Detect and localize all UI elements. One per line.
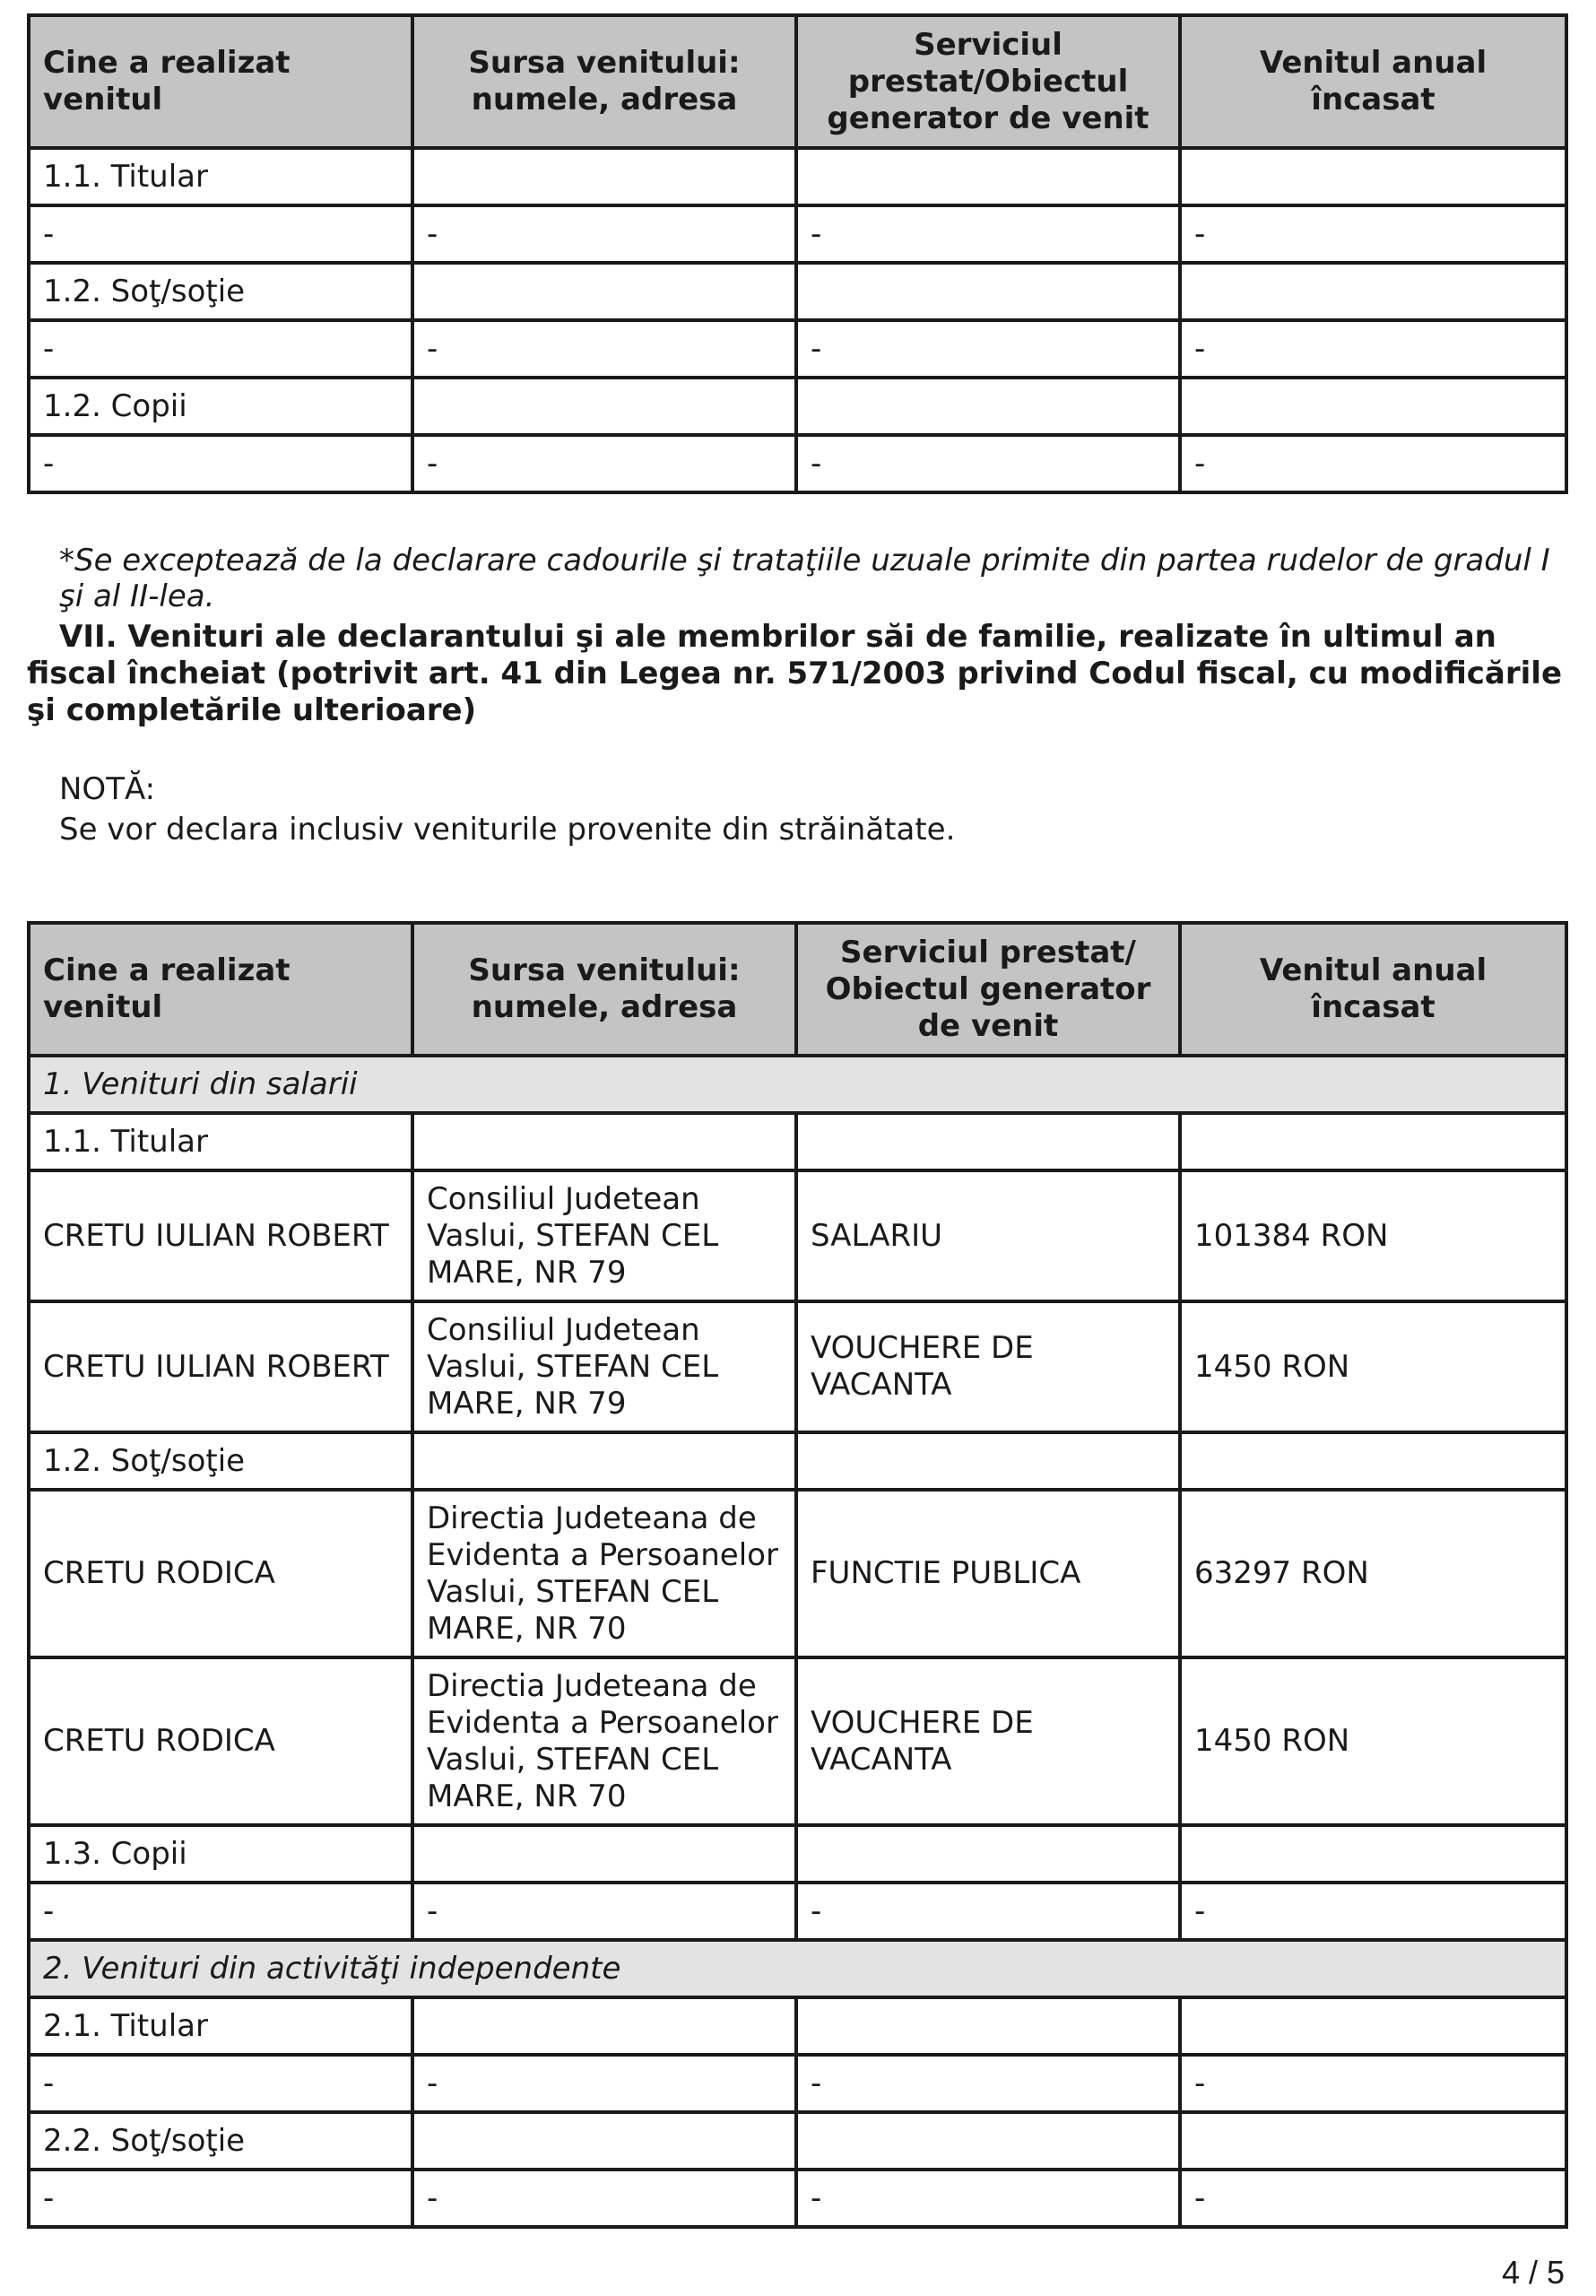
table-cell: - [796,320,1180,378]
table-cell [796,1432,1180,1490]
income-table-vii-body [29,923,1566,2227]
table-cell [412,1113,796,1170]
table-cell: - [1180,435,1566,492]
table-cell: - [1180,2170,1566,2227]
section-heading: 2. Venituri din activităţi independente [29,1940,1566,1997]
table-cell: - [796,2055,1180,2112]
category-row [29,1113,1566,1170]
table-cell: - [1180,205,1566,263]
table-cell: 2.2. Soţ/soţie [29,2112,412,2170]
section-row [29,1056,1566,1113]
table-cell: 1.1. Titular [29,1113,412,1170]
table-cell: 101384 RON [1180,1170,1566,1301]
column-header: Cine a realizat venitul [29,15,412,148]
table-cell: Directia Judeteana de Evidenta a Persoanelor Vaslui, STEFAN CEL MARE, NR 70 [412,1657,796,1825]
table-cell: - [796,1883,1180,1940]
section-vii-title: VII. Venituri ale declarantului şi ale membrilor săi de familie, realizate în ultimul an fiscal încheiat (potrivit art. 41 din Legea nr. 571/2003 privind Codul fiscal, cu modificările şi completările ulterioare) [27,619,1563,728]
table-cell: - [29,2055,412,2112]
category-row [29,148,1566,205]
table-row [29,1170,1566,1301]
table-cell [412,148,796,205]
table-header-row [29,923,1566,1056]
page-number: 4 / 5 [1501,2254,1565,2291]
section-heading: 1. Venituri din salarii [29,1056,1566,1113]
table-cell: - [29,2170,412,2227]
table-header-row [29,15,1566,148]
table-cell [1180,263,1566,320]
table-cell [1180,2112,1566,2170]
table-cell: - [1180,1883,1566,1940]
table-cell: - [29,320,412,378]
nota-label: NOTĂ: [59,771,156,807]
table-cell: - [796,2170,1180,2227]
column-header: Serviciul prestat/Obiectul generator de venit [796,15,1180,148]
category-row [29,2112,1566,2170]
table-cell: Directia Judeteana de Evidenta a Persoanelor Vaslui, STEFAN CEL MARE, NR 70 [412,1490,796,1657]
table-row [29,1883,1566,1940]
table-row [29,1490,1566,1657]
table-cell: CRETU IULIAN ROBERT [29,1301,412,1432]
table-cell: - [412,2170,796,2227]
table-cell: VOUCHERE DE VACANTA [796,1301,1180,1432]
section-row [29,1940,1566,1997]
table-cell [412,1825,796,1883]
category-row [29,263,1566,320]
table-cell [796,1113,1180,1170]
table-cell: - [412,1883,796,1940]
table-cell: 1450 RON [1180,1657,1566,1825]
table-cell: 1.2. Soţ/soţie [29,263,412,320]
table-cell [412,1432,796,1490]
column-header: Sursa venitului: numele, adresa [412,15,796,148]
table-cell [796,1825,1180,1883]
category-row [29,378,1566,435]
table-cell: CRETU RODICA [29,1490,412,1657]
table-cell: - [1180,320,1566,378]
table-cell: CRETU IULIAN ROBERT [29,1170,412,1301]
column-header: Serviciul prestat/ Obiectul generator de venit [796,923,1180,1056]
income-table-previous-body [29,15,1566,492]
table-row [29,1657,1566,1825]
table-cell: - [412,320,796,378]
table-cell: 1.1. Titular [29,148,412,205]
table-cell: 1450 RON [1180,1301,1566,1432]
table-cell [1180,1432,1566,1490]
table-cell: - [29,1883,412,1940]
table-cell [796,1997,1180,2055]
table-cell: - [29,205,412,263]
income-table-vii [27,921,1568,2229]
table-cell [796,148,1180,205]
table-cell [412,378,796,435]
table-cell [412,263,796,320]
table-cell: 1.2. Copii [29,378,412,435]
table-cell [1180,378,1566,435]
table-cell: Consiliul Judetean Vaslui, STEFAN CEL MARE, NR 79 [412,1170,796,1301]
table-cell: SALARIU [796,1170,1180,1301]
column-header: Cine a realizat venitul [29,923,412,1056]
table-cell [1180,1997,1566,2055]
table-cell: - [796,205,1180,263]
table-cell: - [29,435,412,492]
table-cell [796,378,1180,435]
table-cell: CRETU RODICA [29,1657,412,1825]
table-cell: VOUCHERE DE VACANTA [796,1657,1180,1825]
table-cell: - [412,2055,796,2112]
column-header: Sursa venitului: numele, adresa [412,923,796,1056]
table-cell: - [1180,2055,1566,2112]
table-cell: 1.3. Copii [29,1825,412,1883]
table-cell: - [412,435,796,492]
table-cell: Consiliul Judetean Vaslui, STEFAN CEL MARE, NR 79 [412,1301,796,1432]
table-row [29,2055,1566,2112]
table-cell [1180,1113,1566,1170]
table-row [29,435,1566,492]
table-row [29,205,1566,263]
category-row [29,1825,1566,1883]
table-cell: 63297 RON [1180,1490,1566,1657]
table-cell [412,2112,796,2170]
category-row [29,1997,1566,2055]
table-cell: - [412,205,796,263]
column-header: Venitul anual încasat [1180,15,1566,148]
table-cell: 1.2. Soţ/soţie [29,1432,412,1490]
column-header: Venitul anual încasat [1180,923,1566,1056]
income-table-previous [27,13,1568,494]
table-cell [1180,1825,1566,1883]
category-row [29,1432,1566,1490]
table-row [29,2170,1566,2227]
nota-text: Se vor declara inclusiv veniturile provenite din străinătate. [59,812,956,848]
table-cell [1180,148,1566,205]
table-row [29,320,1566,378]
table-cell: 2.1. Titular [29,1997,412,2055]
table-row [29,1301,1566,1432]
table-cell [796,2112,1180,2170]
table-cell: - [796,435,1180,492]
table-cell: FUNCTIE PUBLICA [796,1490,1180,1657]
gift-exception-note: *Se exceptează de la declarare cadourile şi trataţiile uzuale primite din partea rudelor de gradul I şi al II-lea. [59,543,1550,614]
table-cell [796,263,1180,320]
table-cell [412,1997,796,2055]
